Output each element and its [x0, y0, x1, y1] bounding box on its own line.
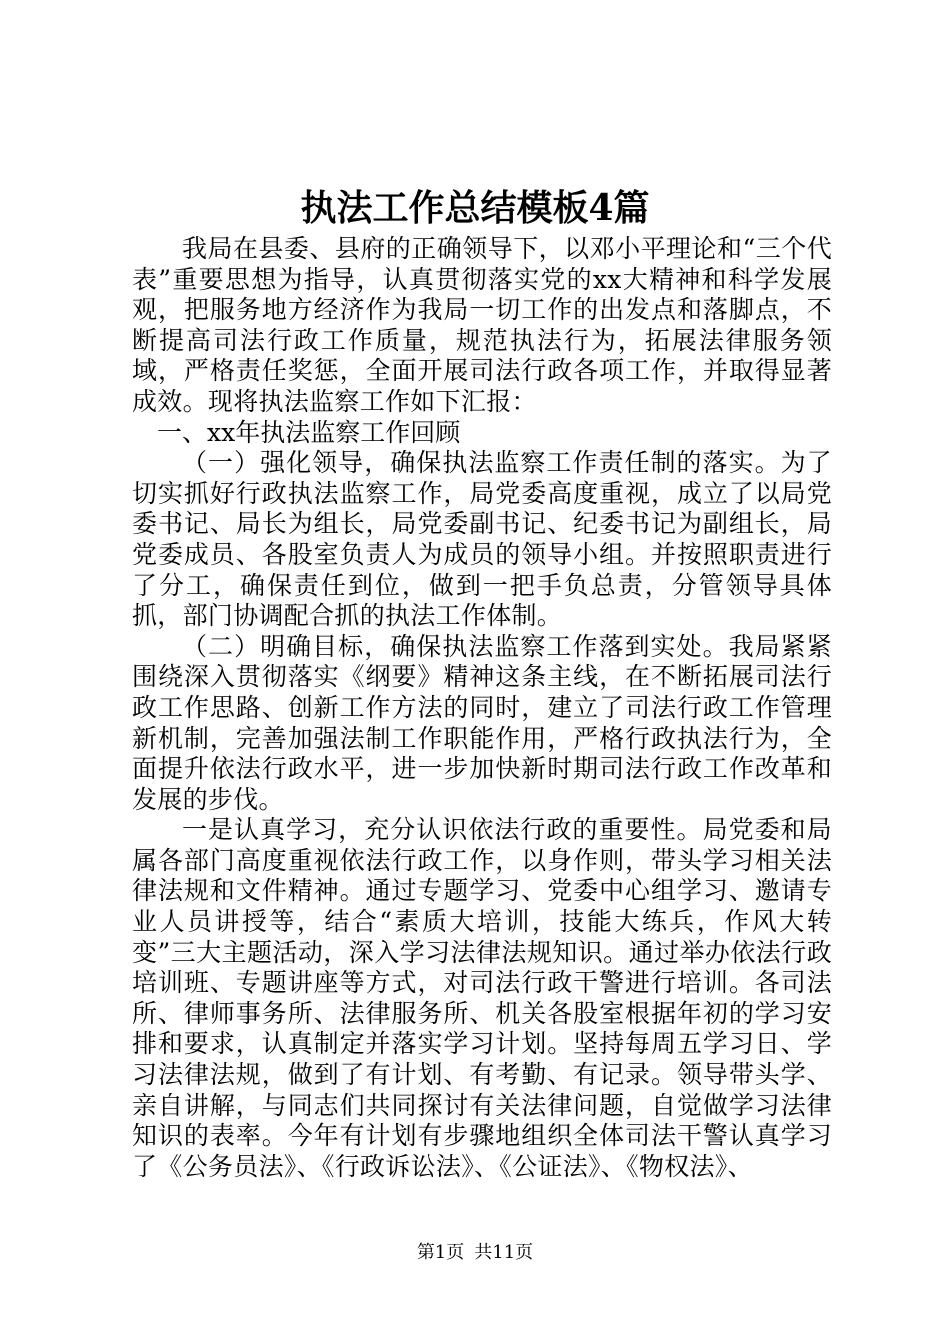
- paragraph-goals: （二）明确目标，确保执法监察工作落到实处。我局紧紧围绕深入贯彻落实《纲要》精神这条主线，在不断拓展司法行政工作思路、创新工作方法的同时，建立了司法行政工作管理新机制，完善加强法制工作职能作用，严格行政执法行为，全面提升依法行政水平，进一步加快新时期司法行政工作改革和发展的步伐。: [132, 631, 832, 814]
- section-heading-review: 一、xx年执法监察工作回顾: [157, 417, 461, 447]
- paragraph-intro: 我局在县委、县府的正确领导下，以邓小平理论和“三个代表”重要思想为指导，认真贯彻落实党的xx大精神和科学发展观，把服务地方经济作为我局一切工作的出发点和落脚点，不断提高司法行政工作质量，规范执法行为，拓展法律服务领域，严格责任奖惩，全面开展司法行政各项工作，并取得显著成效。现将执法监察工作如下汇报：: [132, 234, 832, 416]
- paragraph-study: 一是认真学习，充分认识依法行政的重要性。局党委和局属各部门高度重视依法行政工作，以身作则，带头学习相关法律法规和文件精神。通过专题学习、党委中心组学习、邀请专业人员讲授等，结合“素质大培训，技能大练兵，作风大转变”三大主题活动，深入学习法律法规知识。通过举办依法行政培训班、专题讲座等方式，对司法行政干警进行培训。各司法所、律师事务所、法律服务所、机关各股室根据年初的学习安排和要求，认真制定并落实学习计划。坚持每周五学习日、学习法律法规，做到了有计划、有考勤、有记录。领导带头学、亲自讲解，与同志们共同探讨有关法律问题，自觉做学习法律知识的表率。今年有计划有步骤地组织全体司法干警认真学习了《公务员法》、《行政诉讼法》、《公证法》、《物权法》、: [132, 815, 832, 1181]
- page-footer: [0, 1241, 950, 1265]
- page-total: 共11页: [474, 1242, 534, 1263]
- page-number: 第1页: [416, 1242, 465, 1263]
- document-title: 执法工作总结模板4篇: [300, 187, 650, 229]
- paragraph-leadership: （一）强化领导，确保执法监察工作责任制的落实。为了切实抓好行政执法监察工作，局党委高度重视，成立了以局党委书记、局长为组长，局党委副书记、纪委书记为副组长，局党委成员、各股室负责人为成员的领导小组。并按照职责进行了分工，确保责任到位，做到一把手负总责，分管领导具体抓，部门协调配合抓的执法工作体制。: [132, 448, 832, 631]
- document-body: [132, 234, 832, 1182]
